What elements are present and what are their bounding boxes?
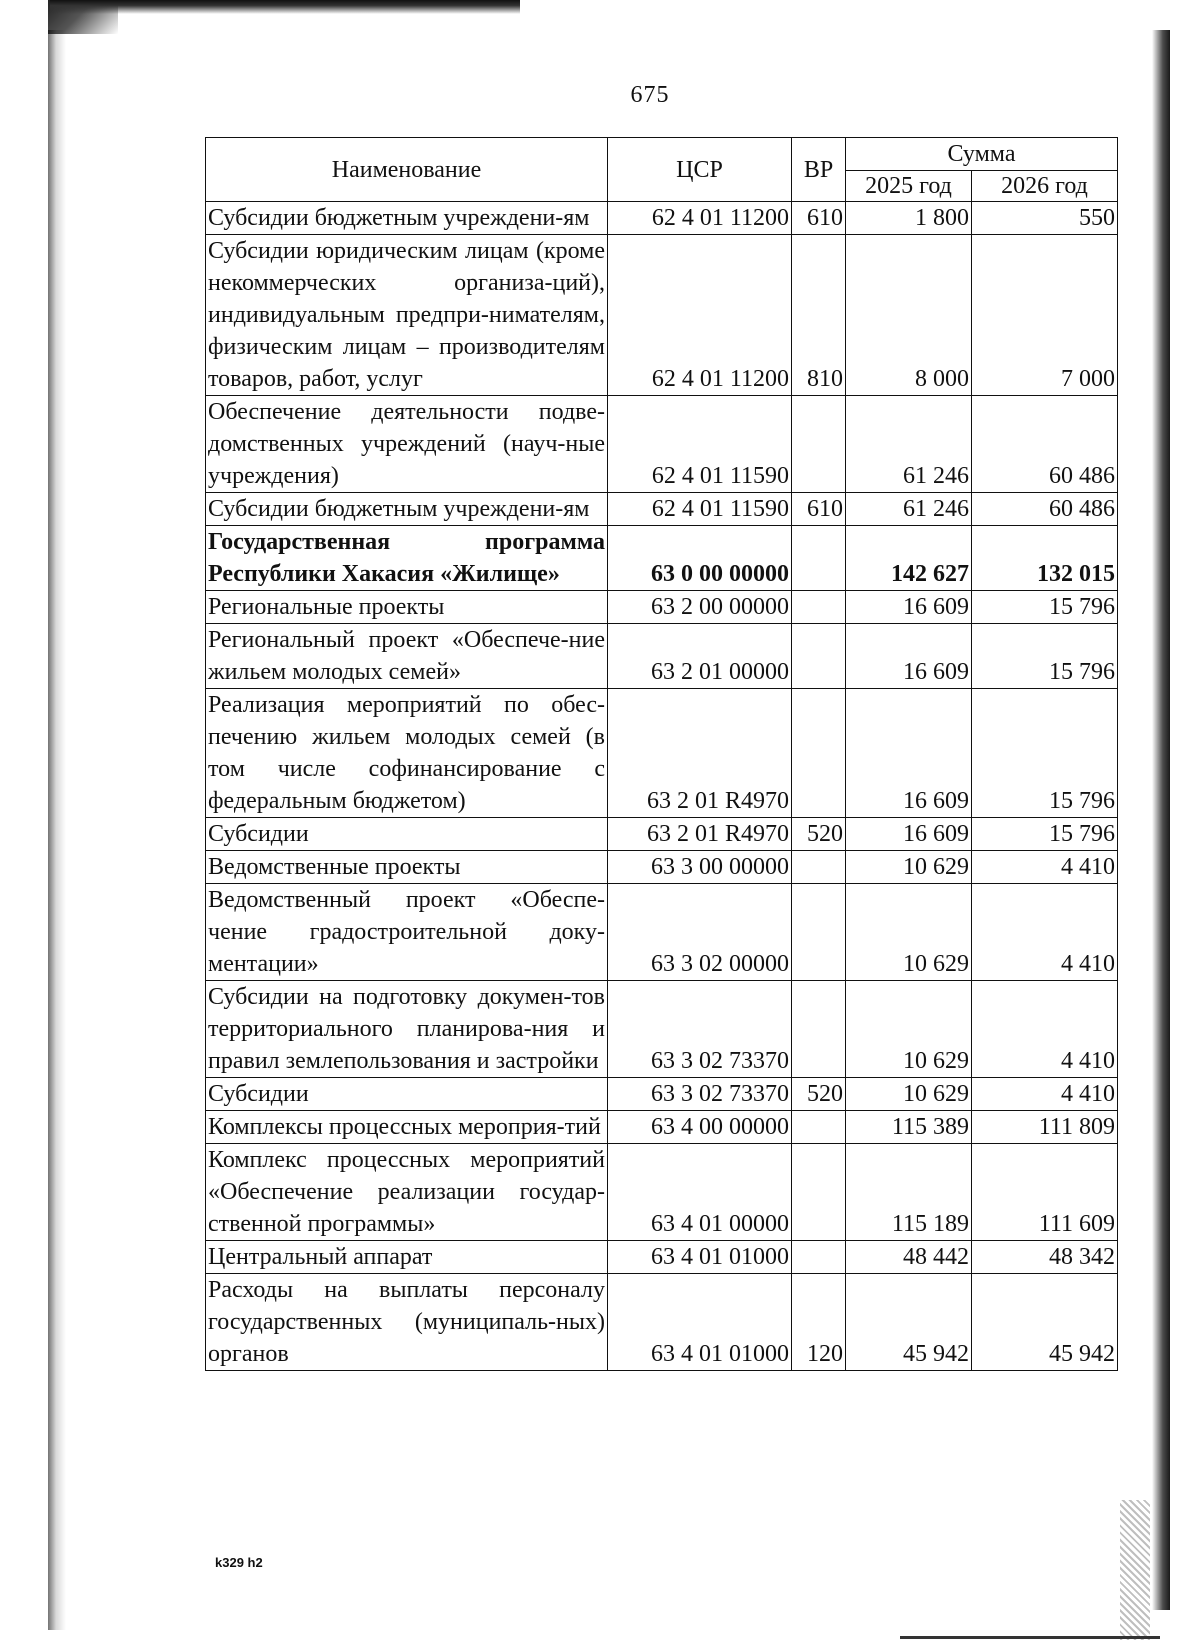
row-csr-cell: 63 2 01 00000 xyxy=(608,624,792,689)
page-number: 675 xyxy=(630,82,670,108)
row-csr-cell: 62 4 01 11200 xyxy=(608,235,792,396)
row-amount-2026-cell: 15 796 xyxy=(972,624,1118,689)
table-row xyxy=(206,981,1118,1078)
row-amount-2026-cell: 111 609 xyxy=(972,1144,1118,1241)
row-amount-2025-cell: 10 629 xyxy=(846,1078,972,1111)
row-name-cell: Государственная программа Республики Хакасия «Жилище» xyxy=(206,526,608,591)
scan-edge-shadow-right xyxy=(1152,30,1170,1610)
row-name-cell: Комплексы процессных мероприя-тий xyxy=(206,1111,608,1144)
row-amount-2025-cell: 61 246 xyxy=(846,493,972,526)
row-amount-2025-cell: 48 442 xyxy=(846,1241,972,1274)
row-amount-2026-cell: 7 000 xyxy=(972,235,1118,396)
row-csr-cell: 63 2 01 R4970 xyxy=(608,818,792,851)
row-vr-cell: 810 xyxy=(792,235,846,396)
row-amount-2026-cell: 15 796 xyxy=(972,689,1118,818)
row-amount-2025-cell: 10 629 xyxy=(846,851,972,884)
table-row xyxy=(206,1241,1118,1274)
row-amount-2026-cell: 4 410 xyxy=(972,981,1118,1078)
row-amount-2025-cell: 10 629 xyxy=(846,884,972,981)
row-vr-cell xyxy=(792,526,846,591)
row-csr-cell: 63 3 02 73370 xyxy=(608,1078,792,1111)
row-vr-cell: 520 xyxy=(792,818,846,851)
row-name-cell: Центральный аппарат xyxy=(206,1241,608,1274)
row-csr-cell: 62 4 01 11590 xyxy=(608,493,792,526)
table-row xyxy=(206,624,1118,689)
row-vr-cell xyxy=(792,624,846,689)
row-vr-cell xyxy=(792,1144,846,1241)
row-vr-cell xyxy=(792,1241,846,1274)
row-csr-cell: 63 3 00 00000 xyxy=(608,851,792,884)
table-row xyxy=(206,884,1118,981)
header-year-2025: 2025 год xyxy=(846,171,972,202)
table-body xyxy=(206,202,1118,1371)
row-name-cell: Комплекс процессных мероприятий «Обеспечение реализации государ-ственной программы» xyxy=(206,1144,608,1241)
header-csr: ЦСР xyxy=(608,138,792,202)
row-amount-2026-cell: 4 410 xyxy=(972,884,1118,981)
table-row xyxy=(206,851,1118,884)
table-row xyxy=(206,1274,1118,1371)
row-amount-2025-cell: 1 800 xyxy=(846,202,972,235)
row-csr-cell: 63 3 02 73370 xyxy=(608,981,792,1078)
row-name-cell: Региональный проект «Обеспече-ние жильем молодых семей» xyxy=(206,624,608,689)
row-vr-cell: 610 xyxy=(792,202,846,235)
scan-edge-line-bottom xyxy=(900,1636,1160,1639)
row-amount-2026-cell: 15 796 xyxy=(972,591,1118,624)
row-amount-2025-cell: 45 942 xyxy=(846,1274,972,1371)
row-amount-2025-cell: 142 627 xyxy=(846,526,972,591)
row-name-cell: Ведомственный проект «Обеспе-чение градостроительной доку-ментации» xyxy=(206,884,608,981)
table-row xyxy=(206,235,1118,396)
budget-table xyxy=(205,137,1118,1371)
header-vr: ВР xyxy=(792,138,846,202)
row-name-cell: Субсидии xyxy=(206,818,608,851)
row-name-cell: Субсидии бюджетным учреждени-ям xyxy=(206,202,608,235)
row-amount-2026-cell: 4 410 xyxy=(972,851,1118,884)
scan-edge-shadow-left xyxy=(48,30,66,1630)
table-row xyxy=(206,202,1118,235)
row-vr-cell xyxy=(792,1111,846,1144)
header-year-2026: 2026 год xyxy=(972,171,1118,202)
header-sum: Сумма xyxy=(846,138,1118,171)
row-amount-2026-cell: 48 342 xyxy=(972,1241,1118,1274)
row-amount-2025-cell: 115 189 xyxy=(846,1144,972,1241)
row-csr-cell: 63 4 01 01000 xyxy=(608,1274,792,1371)
table-row xyxy=(206,396,1118,493)
row-name-cell: Реализация мероприятий по обес-печению жильем молодых семей (в том числе софинансирование с федеральным бюджетом) xyxy=(206,689,608,818)
row-name-cell: Субсидии xyxy=(206,1078,608,1111)
row-amount-2025-cell: 16 609 xyxy=(846,624,972,689)
row-amount-2026-cell: 132 015 xyxy=(972,526,1118,591)
table-row xyxy=(206,689,1118,818)
row-amount-2026-cell: 45 942 xyxy=(972,1274,1118,1371)
row-amount-2026-cell: 111 809 xyxy=(972,1111,1118,1144)
row-amount-2025-cell: 16 609 xyxy=(846,689,972,818)
row-amount-2026-cell: 60 486 xyxy=(972,396,1118,493)
row-csr-cell: 63 0 00 00000 xyxy=(608,526,792,591)
row-amount-2025-cell: 8 000 xyxy=(846,235,972,396)
row-vr-cell xyxy=(792,884,846,981)
row-vr-cell xyxy=(792,851,846,884)
table-row xyxy=(206,493,1118,526)
row-csr-cell: 63 2 01 R4970 xyxy=(608,689,792,818)
row-csr-cell: 62 4 01 11590 xyxy=(608,396,792,493)
row-name-cell: Ведомственные проекты xyxy=(206,851,608,884)
table-row xyxy=(206,591,1118,624)
row-vr-cell: 520 xyxy=(792,1078,846,1111)
row-amount-2026-cell: 550 xyxy=(972,202,1118,235)
scan-edge-shadow-top xyxy=(50,0,520,14)
scan-noise xyxy=(1120,1500,1150,1640)
row-name-cell: Субсидии на подготовку докумен-тов территориального планирова-ния и правил землепользования и застройки xyxy=(206,981,608,1078)
row-amount-2025-cell: 115 389 xyxy=(846,1111,972,1144)
row-csr-cell: 63 4 00 00000 xyxy=(608,1111,792,1144)
row-name-cell: Субсидии юридическим лицам (кроме некоммерческих организа-ций), индивидуальным предпри-нимателям, физическим лицам – производителям товаров, работ, услуг xyxy=(206,235,608,396)
footer-code: k329 h2 xyxy=(215,1555,263,1570)
row-amount-2025-cell: 16 609 xyxy=(846,591,972,624)
row-amount-2025-cell: 16 609 xyxy=(846,818,972,851)
row-amount-2025-cell: 61 246 xyxy=(846,396,972,493)
row-vr-cell xyxy=(792,981,846,1078)
row-name-cell: Расходы на выплаты персоналу государственных (муниципаль-ных) органов xyxy=(206,1274,608,1371)
table-row xyxy=(206,1144,1118,1241)
row-amount-2026-cell: 15 796 xyxy=(972,818,1118,851)
row-vr-cell xyxy=(792,396,846,493)
row-name-cell: Обеспечение деятельности подве-домственных учреждений (науч-ные учреждения) xyxy=(206,396,608,493)
row-csr-cell: 62 4 01 11200 xyxy=(608,202,792,235)
table-row xyxy=(206,818,1118,851)
row-amount-2026-cell: 4 410 xyxy=(972,1078,1118,1111)
row-name-cell: Субсидии бюджетным учреждени-ям xyxy=(206,493,608,526)
header-name: Наименование xyxy=(206,138,608,202)
row-csr-cell: 63 4 01 00000 xyxy=(608,1144,792,1241)
table-row xyxy=(206,1078,1118,1111)
table-row xyxy=(206,1111,1118,1144)
row-amount-2025-cell: 10 629 xyxy=(846,981,972,1078)
table-row xyxy=(206,526,1118,591)
row-vr-cell xyxy=(792,591,846,624)
row-vr-cell: 610 xyxy=(792,493,846,526)
row-amount-2026-cell: 60 486 xyxy=(972,493,1118,526)
row-csr-cell: 63 3 02 00000 xyxy=(608,884,792,981)
row-vr-cell: 120 xyxy=(792,1274,846,1371)
row-name-cell: Региональные проекты xyxy=(206,591,608,624)
row-csr-cell: 63 4 01 01000 xyxy=(608,1241,792,1274)
row-vr-cell xyxy=(792,689,846,818)
row-csr-cell: 63 2 00 00000 xyxy=(608,591,792,624)
